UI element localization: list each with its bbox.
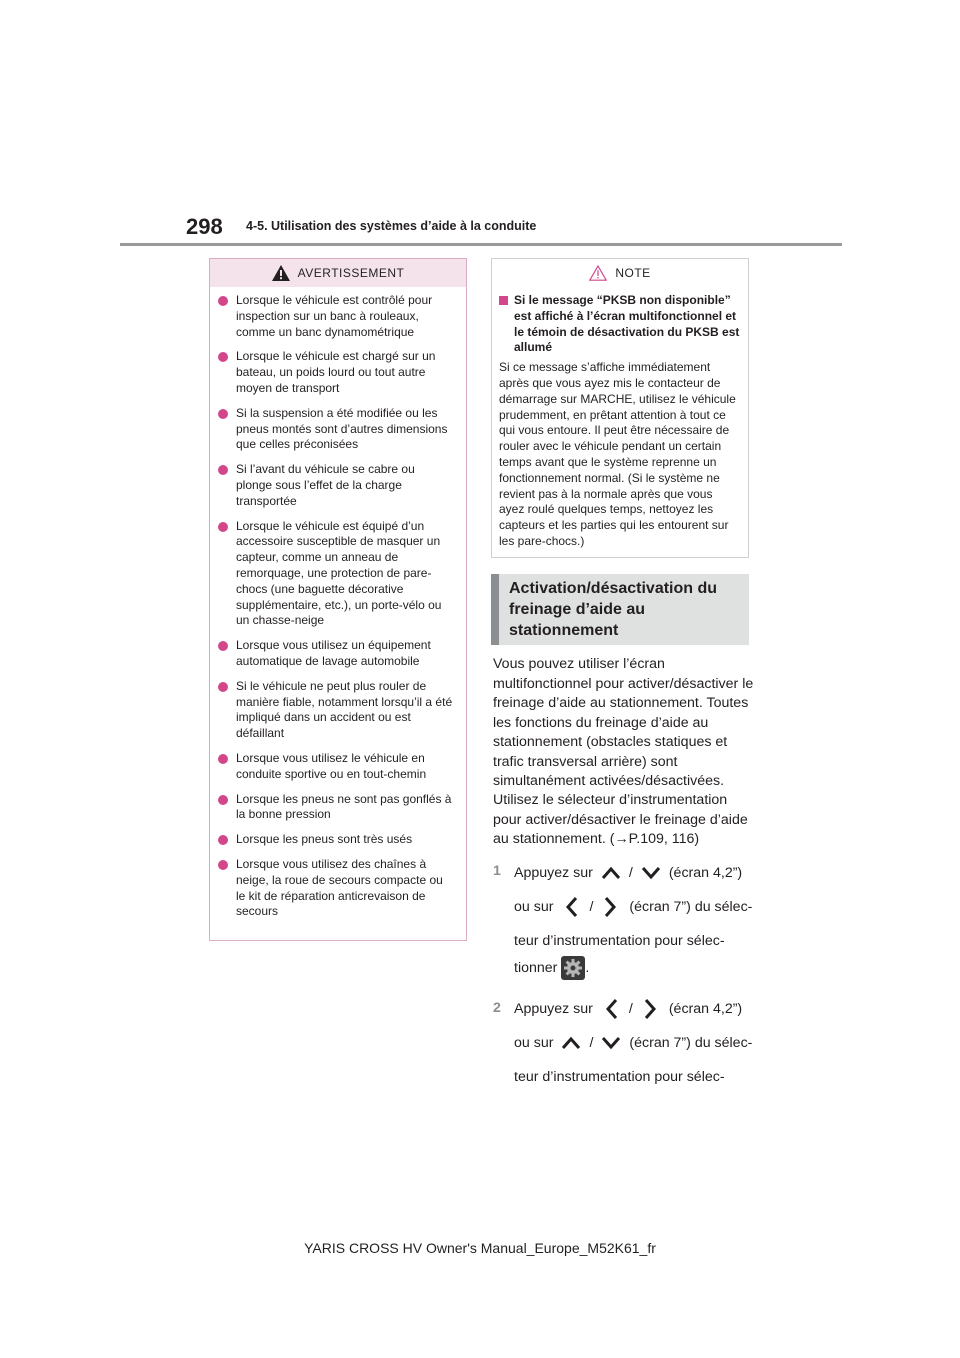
note-body [492,287,748,550]
chevron-right-icon [643,998,657,1020]
note-title: NOTE [615,266,651,280]
step-1-line-2: ou sur / (écran 7”) du sélec- [514,894,752,920]
page-number: 298 [186,214,223,239]
step-number: 1 [493,863,501,879]
square-bullet-icon [499,296,508,305]
list-item: Lorsque vous utilisez le véhicule en conduite sportive ou en tout-chemin [218,751,454,783]
bullet-icon [218,465,228,475]
note-box [491,258,749,558]
bullet-icon [218,860,228,870]
activation-paragraph-2: Utilisez le sélecteur d’instrumentation pour activer/désactiver le freinage d’aide au stationnement. (→P.109, 116) [493,792,748,847]
activation-heading: Activation/désactivation du freinage d’aide au stationnement [491,574,749,645]
bullet-icon [218,352,228,362]
chevron-up-icon [601,866,621,880]
list-item: Si la suspension a été modifiée ou les pneus montés sont d’autres dimensions que celles préconisées [218,406,454,453]
list-item: Lorsque le véhicule est contrôlé pour inspection sur un banc à rouleaux, comme un banc dynamométrique [218,293,454,340]
bullet-icon [218,522,228,532]
chevron-down-icon [601,1036,621,1050]
step-2-line-3: teur d’instrumentation pour sélec- [514,1069,725,1085]
note-text: Si ce message s’affiche immédiatement après que vous ayez mis le contacteur de démarrage sur MARCHE, utilisez le véhicule prudemment, en prêtant attention à tout ce qui vous entoure. Il peut être nécessaire de rouler avec le véhicule pendant un certain temps avant que le système reprenne un fonctionnement normal. (Si le système ne revient pas à la normale après que vous ayez roulé quelques temps, nettoyez les capteurs et les parties qui les entourent sur les pare-chocs.) [499,360,736,548]
page-footer: YARIS CROSS HV Owner's Manual_Europe_M52K61_fr [304,1240,656,1256]
warning-title: AVERTISSEMENT [297,266,405,280]
chevron-left-icon [565,896,579,918]
list-item: Lorsque les pneus ne sont pas gonflés à la bonne pression [218,792,454,824]
section-title: 4-5. Utilisation des systèmes d’aide à la conduite [246,219,537,233]
warning-list [210,287,466,920]
step-2-line-1: Appuyez sur / (écran 4,2”) [514,996,742,1022]
bullet-icon [218,835,228,845]
chevron-left-icon [605,998,619,1020]
step-number: 2 [493,1000,501,1016]
chevron-right-icon [603,896,617,918]
activation-paragraph-1: Vous pouvez utiliser l’écran multifonctionnel pour activer/désactiver le freinage d’aide au stationnement. Toutes les fonctions du freinage d’aide au stationnement (obstacles statiques et trafic transversal arrière) sont simultanément activées/désactivées. [493,656,754,789]
list-item: Lorsque le véhicule est chargé sur un bateau, un poids lourd ou tout autre moyen de transport [218,349,454,396]
list-item: Lorsque le véhicule est équipé d’un accessoire susceptible de masquer un capteur, comme un anneau de remorquage, une protection de pare-chocs (une baguette décorative supplémentaire, etc.), un porte-vélo ou un chasse-neige [218,519,454,630]
list-item: Lorsque les pneus sont très usés [218,832,454,848]
step-1-line-1: Appuyez sur / (écran 4,2”) [514,865,743,881]
list-item: Si l’avant du véhicule se cabre ou plonge sous l’effet de la charge transportée [218,462,454,509]
settings-gear-icon [561,956,585,980]
step-1-line-3: teur d’instrumentation pour sélec- [514,933,725,949]
bullet-icon [218,795,228,805]
note-header [492,259,748,287]
warning-header [210,259,466,287]
step-1-line-4: tionner . [514,954,589,982]
list-item: Si le véhicule ne peut plus rouler de manière fiable, notamment lorsqu’il a été impliqué dans un accident ou est défaillant [218,679,454,742]
bullet-icon [218,754,228,764]
warning-triangle-icon [272,265,290,281]
warning-box [209,258,467,941]
bullet-icon [218,409,228,419]
bullet-icon [218,296,228,306]
list-item: Lorsque vous utilisez des chaînes à neige, la roue de secours compacte ou le kit de réparation anticrevaison de secours [218,857,454,920]
header-rule [120,243,842,246]
bullet-icon [218,682,228,692]
bullet-icon [218,641,228,651]
step-2-line-2: ou sur / (écran 7”) du sélec- [514,1035,753,1051]
chevron-down-icon [641,866,661,880]
chevron-up-icon [561,1036,581,1050]
note-heading: Si le message “PKSB non disponible” est affiché à l’écran multifonctionnel et le témoin de désactivation du PKSB est allumé [499,293,740,356]
note-triangle-icon [589,265,607,281]
list-item: Lorsque vous utilisez un équipement automatique de lavage automobile [218,638,454,670]
